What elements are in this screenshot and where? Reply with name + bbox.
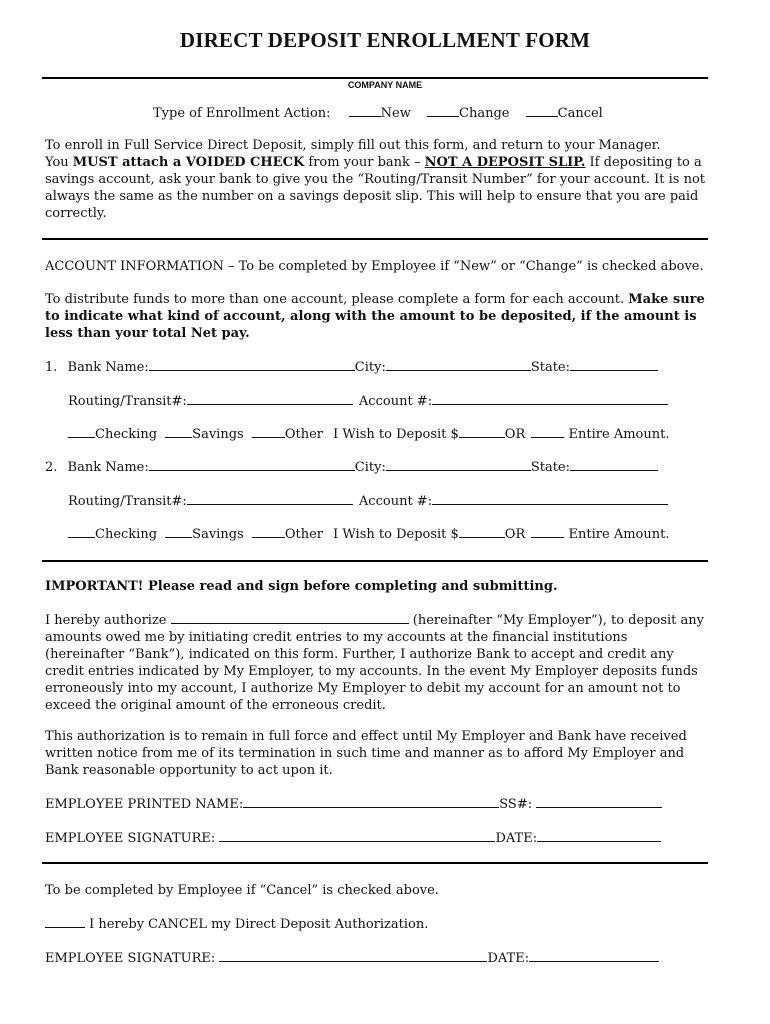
account-label: Account #: (358, 394, 433, 409)
state-field-1[interactable] (570, 358, 658, 371)
account-info-heading: ACCOUNT INFORMATION – To be completed by Employee if “New” or “Change” is checked above. (45, 259, 704, 274)
cancel-heading: To be completed by Employee if “Cancel” is checked above. (45, 883, 439, 898)
enrollment-type-label: Type of Enrollment Action: (153, 106, 331, 121)
authorization-paragraph (45, 611, 710, 714)
savings-checkbox-2[interactable] (165, 525, 192, 538)
signature-row (45, 829, 661, 847)
account-1-bank-row (45, 358, 658, 376)
bank-name-label: Bank Name: (67, 460, 149, 475)
divider (42, 77, 708, 79)
entire-amount-checkbox-1[interactable] (531, 425, 564, 438)
authorize-rest-text: (hereinafter “My Employer”), to deposit any amounts owed me by initiating credit entries to my accounts at the financial institutions (hereinafter “Bank”), indicated on this form. Further, I authorize Bank to accept and credit any credit entries indicated by My Employer, to my accounts. In the event My Employer deposits funds erroneously into my account, I authorize My Employer to debit my account for an amount not to exceed the original amount of the erroneous credit. (45, 613, 704, 713)
option-change: Change (459, 106, 510, 121)
signature-label: EMPLOYEE SIGNATURE: (45, 831, 216, 846)
savings-checkbox-1[interactable] (165, 425, 192, 438)
entire-amount-checkbox-2[interactable] (531, 525, 564, 538)
cancel-signature-field[interactable] (219, 949, 487, 962)
account-number-1: 1. (45, 360, 58, 375)
printed-name-label: EMPLOYEE PRINTED NAME: (45, 797, 244, 812)
cancel-date-label: DATE: (487, 951, 530, 966)
cancel-signature-row (45, 949, 659, 967)
account-2-routing-row (68, 492, 668, 510)
account-2-type-row (68, 525, 669, 543)
signature-field[interactable] (219, 829, 495, 842)
cancel-initial-field[interactable] (45, 915, 85, 928)
entire-amount-label: Entire Amount. (568, 527, 670, 542)
account-field-2[interactable] (432, 492, 668, 505)
option-cancel: Cancel (557, 106, 603, 121)
ss-label: SS#: (499, 797, 533, 812)
new-checkbox-line[interactable] (349, 104, 381, 117)
employer-name-field[interactable] (171, 611, 409, 624)
divider (42, 238, 708, 240)
city-field-1[interactable] (386, 358, 531, 371)
state-label: State: (530, 460, 571, 475)
date-label: DATE: (495, 831, 538, 846)
routing-field-2[interactable] (187, 492, 353, 505)
cancel-statement-row (45, 915, 428, 933)
other-label: Other (284, 527, 324, 542)
intro-text: from your bank – (304, 155, 425, 170)
city-label: City: (354, 460, 386, 475)
important-heading: IMPORTANT! Please read and sign before completing and submitting. (45, 579, 558, 594)
or-label: OR (504, 427, 526, 442)
cancel-date-field[interactable] (529, 949, 659, 962)
wish-deposit-label: I Wish to Deposit $ (333, 427, 459, 442)
account-label: Account #: (358, 494, 433, 509)
cancel-checkbox-line[interactable] (526, 104, 558, 117)
option-new: New (380, 106, 411, 121)
account-1-routing-row (68, 392, 668, 410)
entire-amount-label: Entire Amount. (568, 427, 670, 442)
cancel-signature-label: EMPLOYEE SIGNATURE: (45, 951, 216, 966)
intro-text: If depositing to a savings account, ask your bank to give you the “Routing/Transit Number” for your account. It is not always the same as the number on a savings deposit slip. This will help to ensure that you are paid correctly. (45, 155, 705, 221)
account-field-1[interactable] (432, 392, 668, 405)
force-paragraph: This authorization is to remain in full force and effect until My Employer and Bank have received written notice from me of its termination in such time and manner as to afford My Employer and Bank reasonable opportunity to act upon it. (45, 729, 687, 778)
savings-label: Savings (192, 527, 244, 542)
not-deposit-slip-text: NOT A DEPOSIT SLIP. (424, 155, 586, 170)
state-label: State: (530, 360, 571, 375)
must-attach-text: MUST attach a VOIDED CHECK (72, 155, 305, 170)
wish-deposit-label: I Wish to Deposit $ (333, 527, 459, 542)
bank-name-field-1[interactable] (149, 358, 355, 371)
routing-label: Routing/Transit#: (68, 494, 187, 509)
other-checkbox-1[interactable] (252, 425, 285, 438)
other-label: Other (284, 427, 324, 442)
routing-label: Routing/Transit#: (68, 394, 187, 409)
deposit-amount-field-1[interactable] (459, 425, 505, 438)
checking-checkbox-1[interactable] (68, 425, 95, 438)
authorize-text: I hereby authorize (45, 613, 167, 628)
checking-checkbox-2[interactable] (68, 525, 95, 538)
deposit-amount-field-2[interactable] (459, 525, 505, 538)
ss-field[interactable] (536, 795, 662, 808)
printed-name-field[interactable] (243, 795, 499, 808)
routing-field-1[interactable] (187, 392, 353, 405)
intro-paragraph (45, 137, 710, 222)
checking-label: Checking (95, 427, 158, 442)
cancel-statement: I hereby CANCEL my Direct Deposit Authorization. (89, 917, 429, 932)
divider (42, 560, 708, 562)
intro-line-1: To enroll in Full Service Direct Deposit, simply fill out this form, and return to your Manager. (45, 138, 661, 153)
printed-name-row (45, 795, 662, 813)
date-field[interactable] (537, 829, 661, 842)
distribute-text: To distribute funds to more than one account, please complete a form for each account. (45, 292, 629, 307)
intro-text: You (45, 155, 73, 170)
enrollment-type-row (153, 104, 603, 122)
city-field-2[interactable] (386, 458, 531, 471)
divider (42, 862, 708, 864)
city-label: City: (354, 360, 386, 375)
form-title: DIRECT DEPOSIT ENROLLMENT FORM (179, 28, 591, 52)
savings-label: Savings (192, 427, 244, 442)
bank-name-field-2[interactable] (149, 458, 355, 471)
company-name-label: COMPANY NAME (347, 80, 423, 90)
account-number-2: 2. (45, 460, 58, 475)
distribute-paragraph (45, 291, 710, 342)
checking-label: Checking (95, 527, 158, 542)
state-field-2[interactable] (570, 458, 658, 471)
bank-name-label: Bank Name: (67, 360, 149, 375)
other-checkbox-2[interactable] (252, 525, 285, 538)
or-label: OR (504, 527, 526, 542)
change-checkbox-line[interactable] (427, 104, 459, 117)
distribute-bold-text: Make sure to indicate what kind of account, along with the amount to be deposited, if the amount is less than your total Net pay. (45, 292, 705, 341)
account-1-type-row (68, 425, 669, 443)
account-2-bank-row (45, 458, 658, 476)
